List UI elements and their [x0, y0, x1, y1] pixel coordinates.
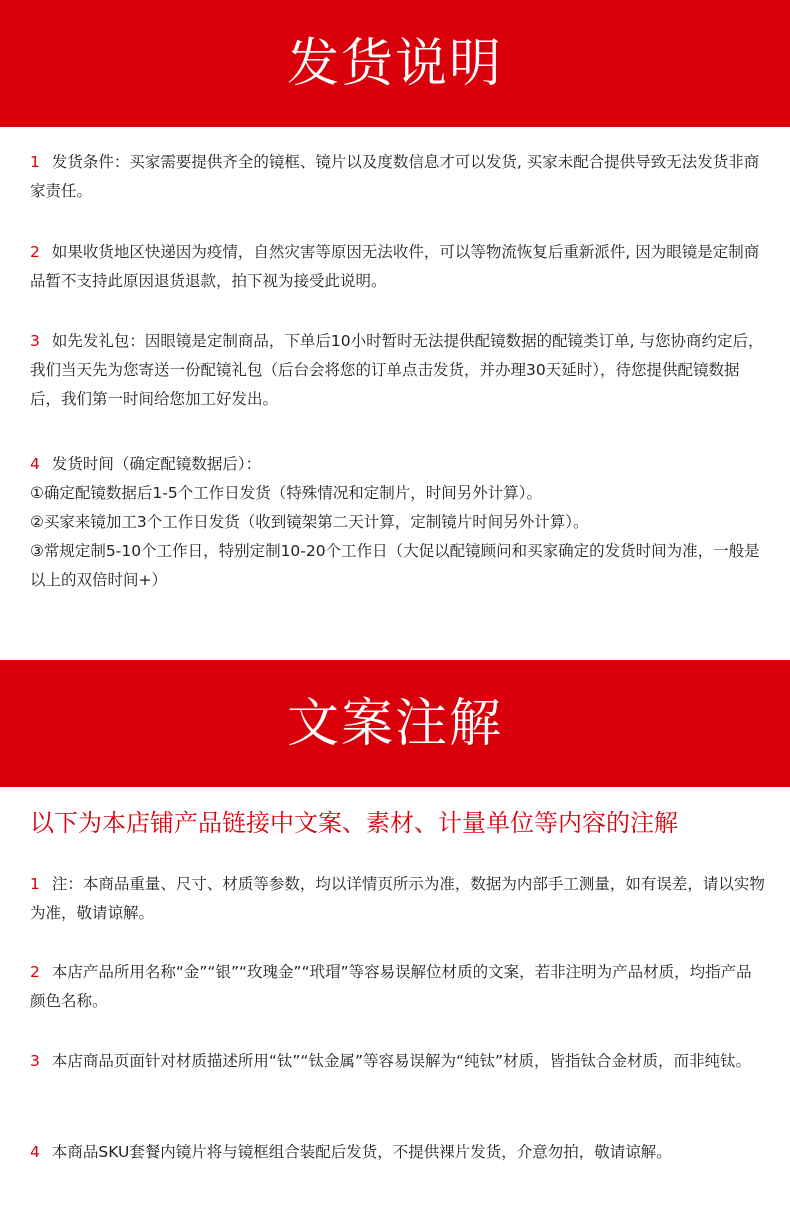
- shipping-subitem-2: ②买家来镜加工3个工作日发货（收到镜架第二天计算，定制镜片时间另外计算）。: [30, 513, 589, 531]
- shipping-banner: [0, 0, 790, 127]
- item-number: 2: [30, 243, 40, 261]
- item-text: 发货条件：买家需要提供齐全的镜框、镜片以及度数信息才可以发货, 买家未配合提供导致无法发货非商家责任。: [30, 153, 760, 200]
- item-number: 4: [30, 1143, 40, 1161]
- shipping-subitem-3: ③常规定制5-10个工作日，特别定制10-20个工作日（大促以配镜顾问和买家确定的发货时间为准，一般是以上的双倍时间+）: [30, 542, 760, 589]
- notes-item-4: [30, 1138, 765, 1167]
- notes-title: 文案注解: [286, 693, 503, 754]
- notes-banner: [0, 660, 790, 787]
- item-number: 1: [30, 153, 40, 171]
- item-number: 3: [30, 332, 40, 350]
- item-number: 1: [30, 875, 40, 893]
- shipping-subitem-1: ①确定配镜数据后1-5个工作日发货（特殊情况和定制片，时间另外计算）。: [30, 484, 542, 502]
- item-number: 2: [30, 963, 40, 981]
- item-text: 本店产品所用名称“金”“银”“玫瑰金”“玳瑁”等容易误解位材质的文案，若非注明为产品材质，均指产品颜色名称。: [30, 963, 752, 1010]
- notes-item-1: [30, 870, 765, 928]
- shipping-item-4: [30, 450, 765, 595]
- item-text: 注：本商品重量、尺寸、材质等参数，均以详情页所示为准，数据为内部手工测量，如有误差，请以实物为准，敬请谅解。: [30, 875, 765, 922]
- item-text: 本商品SKU套餐内镜片将与镜框组合装配后发货，不提供裸片发货，介意勿拍，敬请谅解。: [51, 1143, 672, 1161]
- notes-subtitle: 以下为本店铺产品链接中文案、素材、计量单位等内容的注解: [30, 809, 678, 837]
- notes-item-3: [30, 1047, 765, 1076]
- item-number: 3: [30, 1052, 40, 1070]
- shipping-item-1: [30, 148, 765, 206]
- item-number: 4: [30, 455, 40, 473]
- notes-item-2: [30, 958, 765, 1016]
- item-text: 本店商品页面针对材质描述所用“钛”“钛金属”等容易误解为“纯钛”材质，皆指钛合金材质，而非纯钛。: [51, 1052, 752, 1070]
- item-text: 如先发礼包：因眼镜是定制商品，下单后10小时暂时无法提供配镜数据的配镜类订单, 与您协商约定后，我们当天先为您寄送一份配镜礼包（后台会将您的订单点击发货，并办理30天延时），待您提供配镜数据后，我们第一时间给您加工好发出。: [30, 332, 764, 408]
- item-text: 如果收货地区快递因为疫情，自然灾害等原因无法收件，可以等物流恢复后重新派件, 因为眼镜是定制商品暂不支持此原因退货退款，拍下视为接受此说明。: [30, 243, 760, 290]
- item-text: 发货时间（确定配镜数据后）：: [51, 455, 262, 473]
- shipping-title: 发货说明: [286, 33, 503, 94]
- shipping-item-3: [30, 327, 765, 414]
- shipping-item-2: [30, 238, 765, 296]
